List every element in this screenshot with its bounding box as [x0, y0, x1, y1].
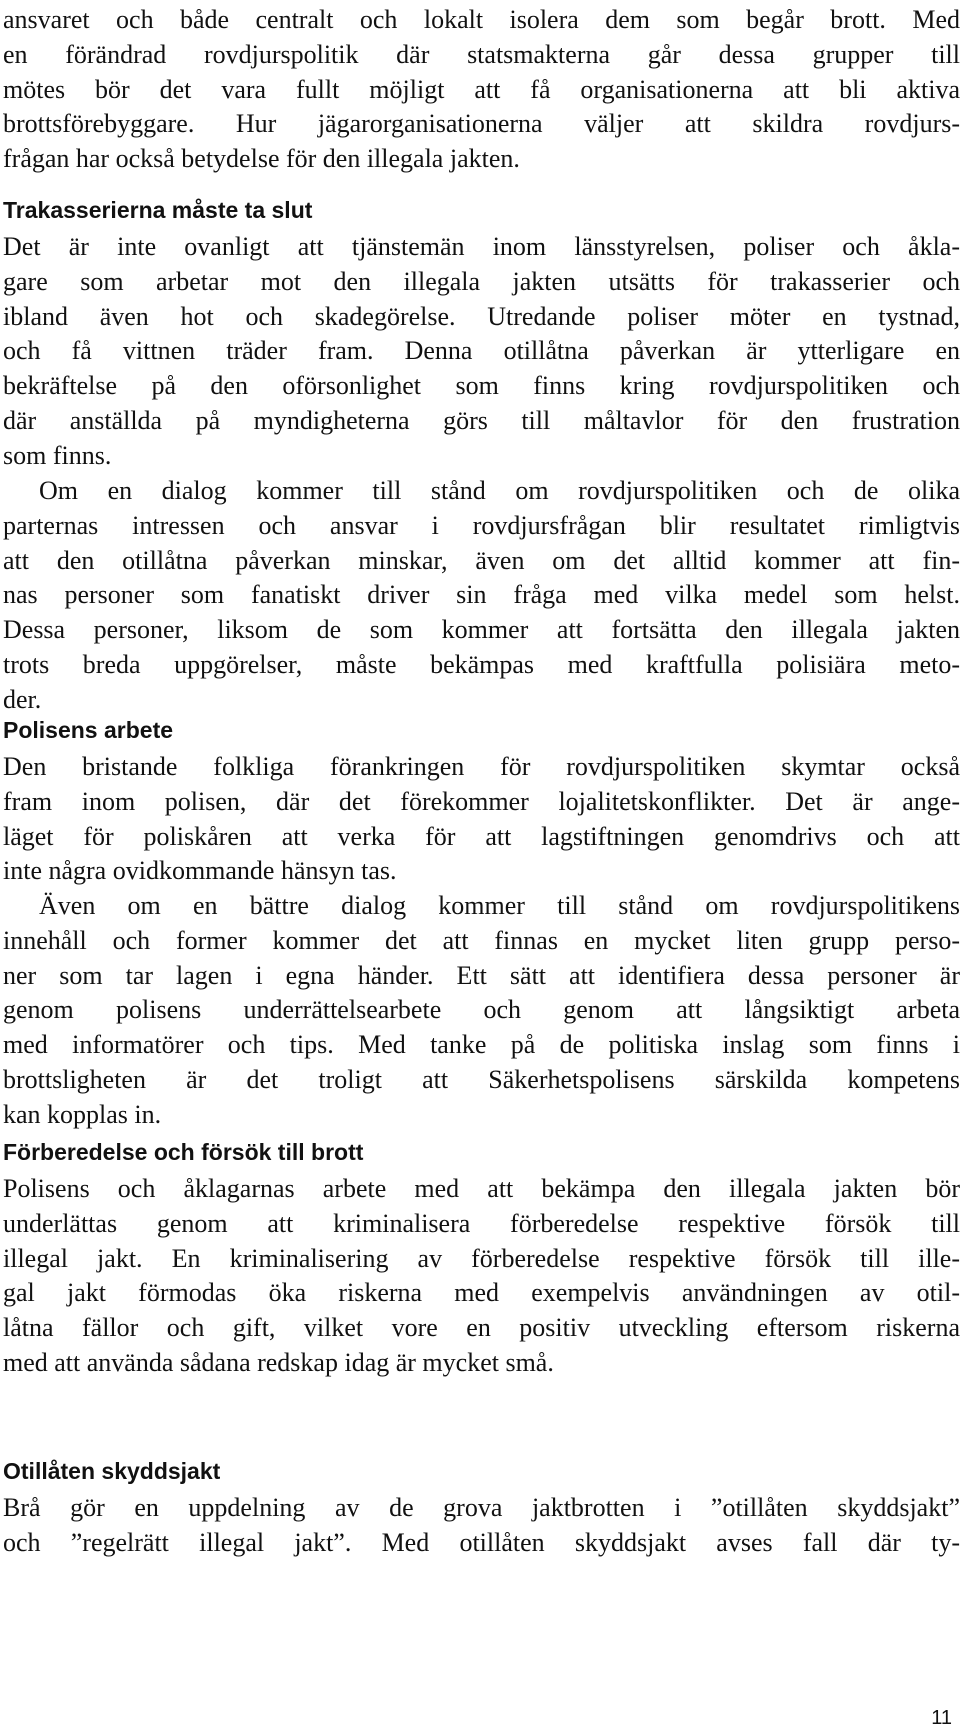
text-line: innehåll och former kommer det att finnas en mycket liten grupp perso-	[3, 925, 960, 955]
text-line: en förändrad rovdjurspolitik där statsmakterna går dessa grupper till	[3, 39, 960, 69]
text-line: frågan har också betydelse för den illegala jakten.	[3, 144, 520, 174]
text-line: der.	[3, 684, 42, 714]
page-number: 11	[931, 1707, 952, 1729]
section-paragraph	[3, 230, 960, 474]
text-line: parternas intressen och ansvar i rovdjursfrågan blir resultatet rimligtvis	[3, 510, 960, 540]
intro-paragraph	[3, 3, 960, 177]
text-line: brottsligheten är det troligt att Säkerhetspolisens särskilda kompetens	[3, 1064, 960, 1094]
text-line: där anställda på myndigheterna görs till måltavlor för den frustration	[3, 405, 960, 435]
section-heading: Trakasserierna måste ta slut	[3, 197, 313, 223]
text-line: genom polisens underrättelsearbete och genom att långsiktigt arbeta	[3, 995, 960, 1025]
text-line: underlättas genom att kriminalisera förberedelse respektive försök till	[3, 1208, 960, 1238]
text-line: och få vittnen träder fram. Denna otillåtna påverkan är ytterligare en	[3, 336, 960, 366]
text-line: Även om en bättre dialog kommer till stånd om rovdjurspolitikens	[39, 891, 960, 920]
text-line: mötes bör det vara fullt möjligt att få organisationerna att bli aktiva	[3, 74, 960, 104]
text-line: fram inom polisen, där det förekommer lojalitetskonflikter. Det är ange-	[3, 786, 960, 816]
text-line: brottsförebyggare. Hur jägarorganisationerna väljer att skildra rovdjurs-	[3, 109, 960, 139]
text-line: ibland även hot och skadegörelse. Utredande poliser möter en tystnad,	[3, 301, 960, 331]
section-paragraph	[3, 1491, 960, 1561]
text-line: Brå gör en uppdelning av de grova jaktbrotten i ”otillåten skyddsjakt”	[3, 1493, 960, 1522]
text-line: inte några ovidkommande hänsyn tas.	[3, 856, 397, 886]
text-line: ansvaret och både centralt och lokalt isolera dem som begår brott. Med	[3, 5, 960, 34]
text-line: illegal jakt. En kriminalisering av förberedelse respektive försök till ille-	[3, 1243, 960, 1273]
text-line: gal jakt förmodas öka riskerna med exempelvis användningen av otil-	[3, 1278, 960, 1308]
text-line: kan kopplas in.	[3, 1099, 162, 1129]
text-line: Om en dialog kommer till stånd om rovdjurspolitiken och de olika	[39, 476, 960, 505]
text-line: trots breda uppgörelser, måste bekämpas med kraftfulla polisiära meto-	[3, 649, 960, 679]
text-line: Polisens och åklagarnas arbete med att bekämpa den illegala jakten bör	[3, 1174, 960, 1203]
text-line: låtna fällor och gift, vilket vore en positiv utveckling eftersom riskerna	[3, 1313, 960, 1343]
section-heading: Förberedelse och försök till brott	[3, 1139, 364, 1165]
section-paragraph	[3, 474, 960, 718]
text-line: Dessa personer, liksom de som kommer att fortsätta den illegala jakten	[3, 615, 960, 645]
section-paragraph	[3, 750, 960, 889]
text-line: ner som tar lagen i egna händer. Ett sätt att identifiera dessa personer är	[3, 960, 960, 990]
section-paragraph	[3, 889, 960, 1133]
text-line: med att använda sådana redskap idag är mycket små.	[3, 1347, 554, 1377]
text-line: att den otillåtna påverkan minskar, även om det alltid kommer att fin-	[3, 545, 960, 575]
section-heading: Otillåten skyddsjakt	[3, 1458, 221, 1484]
text-line: gare som arbetar mot den illegala jakten utsätts för trakasserier och	[3, 266, 960, 296]
text-line: läget för poliskåren att verka för att lagstiftningen genomdrivs och att	[3, 821, 960, 851]
section-heading: Polisens arbete	[3, 717, 174, 743]
text-line: med informatörer och tips. Med tanke på de politiska inslag som finns i	[3, 1030, 960, 1060]
text-line: Det är inte ovanligt att tjänstemän inom länsstyrelsen, poliser och åkla-	[3, 232, 960, 261]
text-line: Den bristande folkliga förankringen för rovdjurspolitiken skymtar också	[3, 752, 960, 781]
text-line: som finns.	[3, 440, 112, 470]
text-line: och ”regelrätt illegal jakt”. Med otillåten skyddsjakt avses fall där ty-	[3, 1527, 960, 1557]
text-line: bekräftelse på den oförsonlighet som finns kring rovdjurspolitiken och	[3, 371, 960, 401]
text-line: nas personer som fanatiskt driver sin fråga med vilka medel som helst.	[3, 580, 960, 610]
section-paragraph	[3, 1172, 960, 1381]
